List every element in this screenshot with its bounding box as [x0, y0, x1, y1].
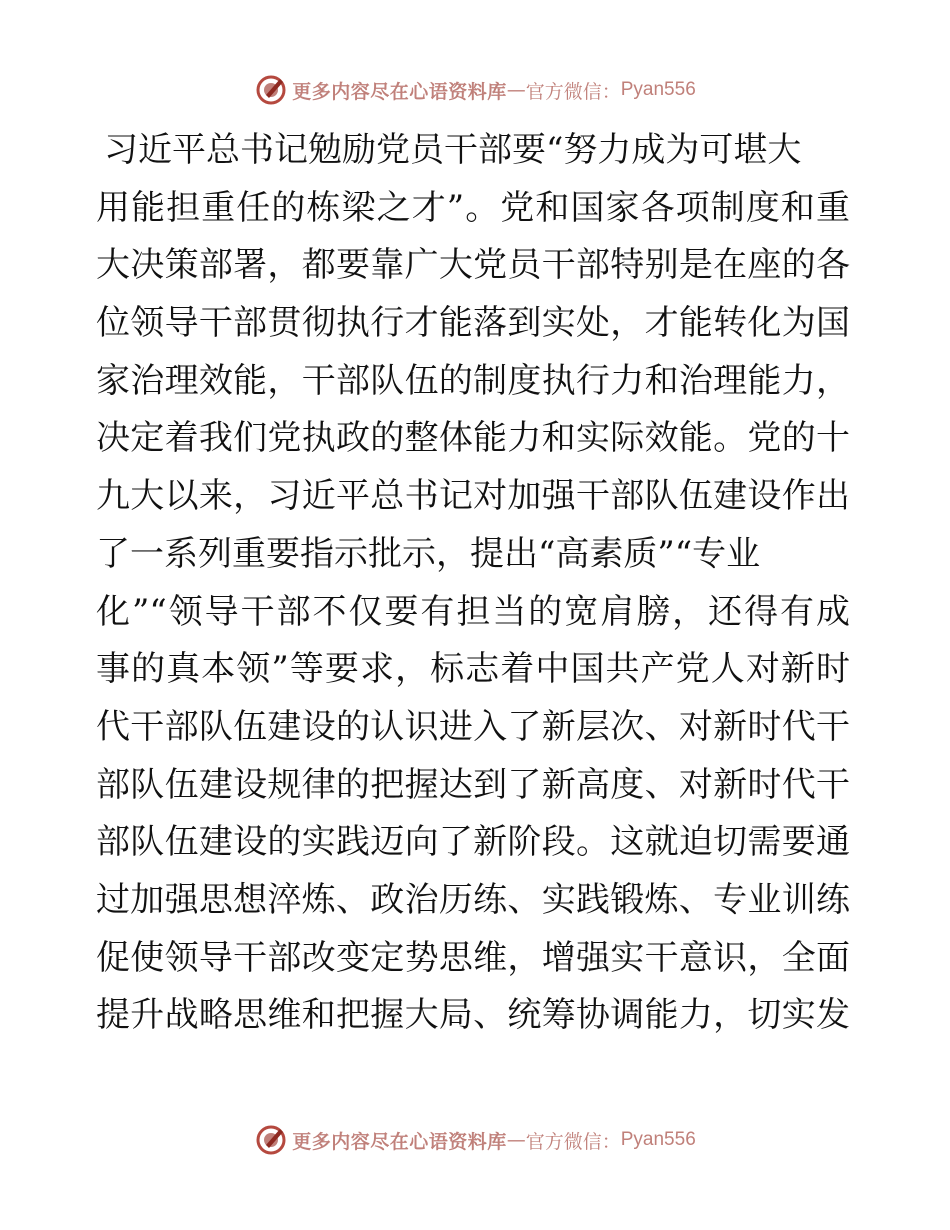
document-body — [96, 122, 850, 1045]
pen-logo-icon — [254, 73, 288, 107]
text-line: 决定着我们党执政的整体能力和实际效能。党的十 — [96, 418, 850, 459]
banner-wechat-label: 官方微信： — [525, 1130, 621, 1153]
text-line: 用能担重任的栋梁之才”。党和国家各项制度和重 — [96, 187, 850, 228]
banner-separator: — — [506, 1129, 526, 1151]
banner-wechat-id: Pyan556 — [620, 1129, 696, 1150]
text-line: 习近平总书记勉励党员干部要“努力成为可堪大 — [104, 130, 802, 170]
text-line: 部队伍建设的实践迈向了新阶段。这就迫切需要通 — [96, 822, 850, 863]
text-line: 家治理效能，干部队伍的制度执行力和治理能力， — [96, 360, 850, 401]
text-line: 提升战略思维和把握大局、统筹协调能力，切实发 — [96, 995, 850, 1036]
pen-logo-icon — [254, 1123, 288, 1157]
text-line: 了一系列重要指示批示，提出“高素质”“专业 — [96, 533, 761, 574]
text-line: 化”“领导干部不仅要有担当的宽肩膀，还得有成 — [96, 591, 850, 632]
text-line: 过加强思想淬炼、政治历练、实践锻炼、专业训练 — [96, 879, 850, 920]
text-line: 事的真本领”等要求，标志着中国共产党人对新时 — [96, 649, 850, 690]
text-line: 部队伍建设规律的把握达到了新高度、对新时代干 — [96, 764, 850, 805]
banner-slogan: 更多内容尽在心语资料库 — [292, 1130, 507, 1153]
text-line: 促使领导干部改变定势思维，增强实干意识，全面 — [96, 937, 850, 978]
banner-slogan: 更多内容尽在心语资料库 — [292, 80, 507, 103]
banner-wechat-label: 官方微信： — [525, 80, 621, 103]
text-line: 大决策部署，都要靠广大党员干部特别是在座的各 — [96, 245, 850, 286]
text-line: 九大以来，习近平总书记对加强干部队伍建设作出 — [96, 476, 850, 517]
text-line: 位领导干部贯彻执行才能落到实处，才能转化为国 — [96, 303, 850, 344]
text-line: 代干部队伍建设的认识进入了新层次、对新时代干 — [96, 706, 850, 747]
banner-wechat-id: Pyan556 — [620, 79, 696, 100]
banner-separator: — — [506, 79, 526, 101]
footer-banner — [0, 1120, 950, 1160]
header-banner — [0, 70, 950, 110]
